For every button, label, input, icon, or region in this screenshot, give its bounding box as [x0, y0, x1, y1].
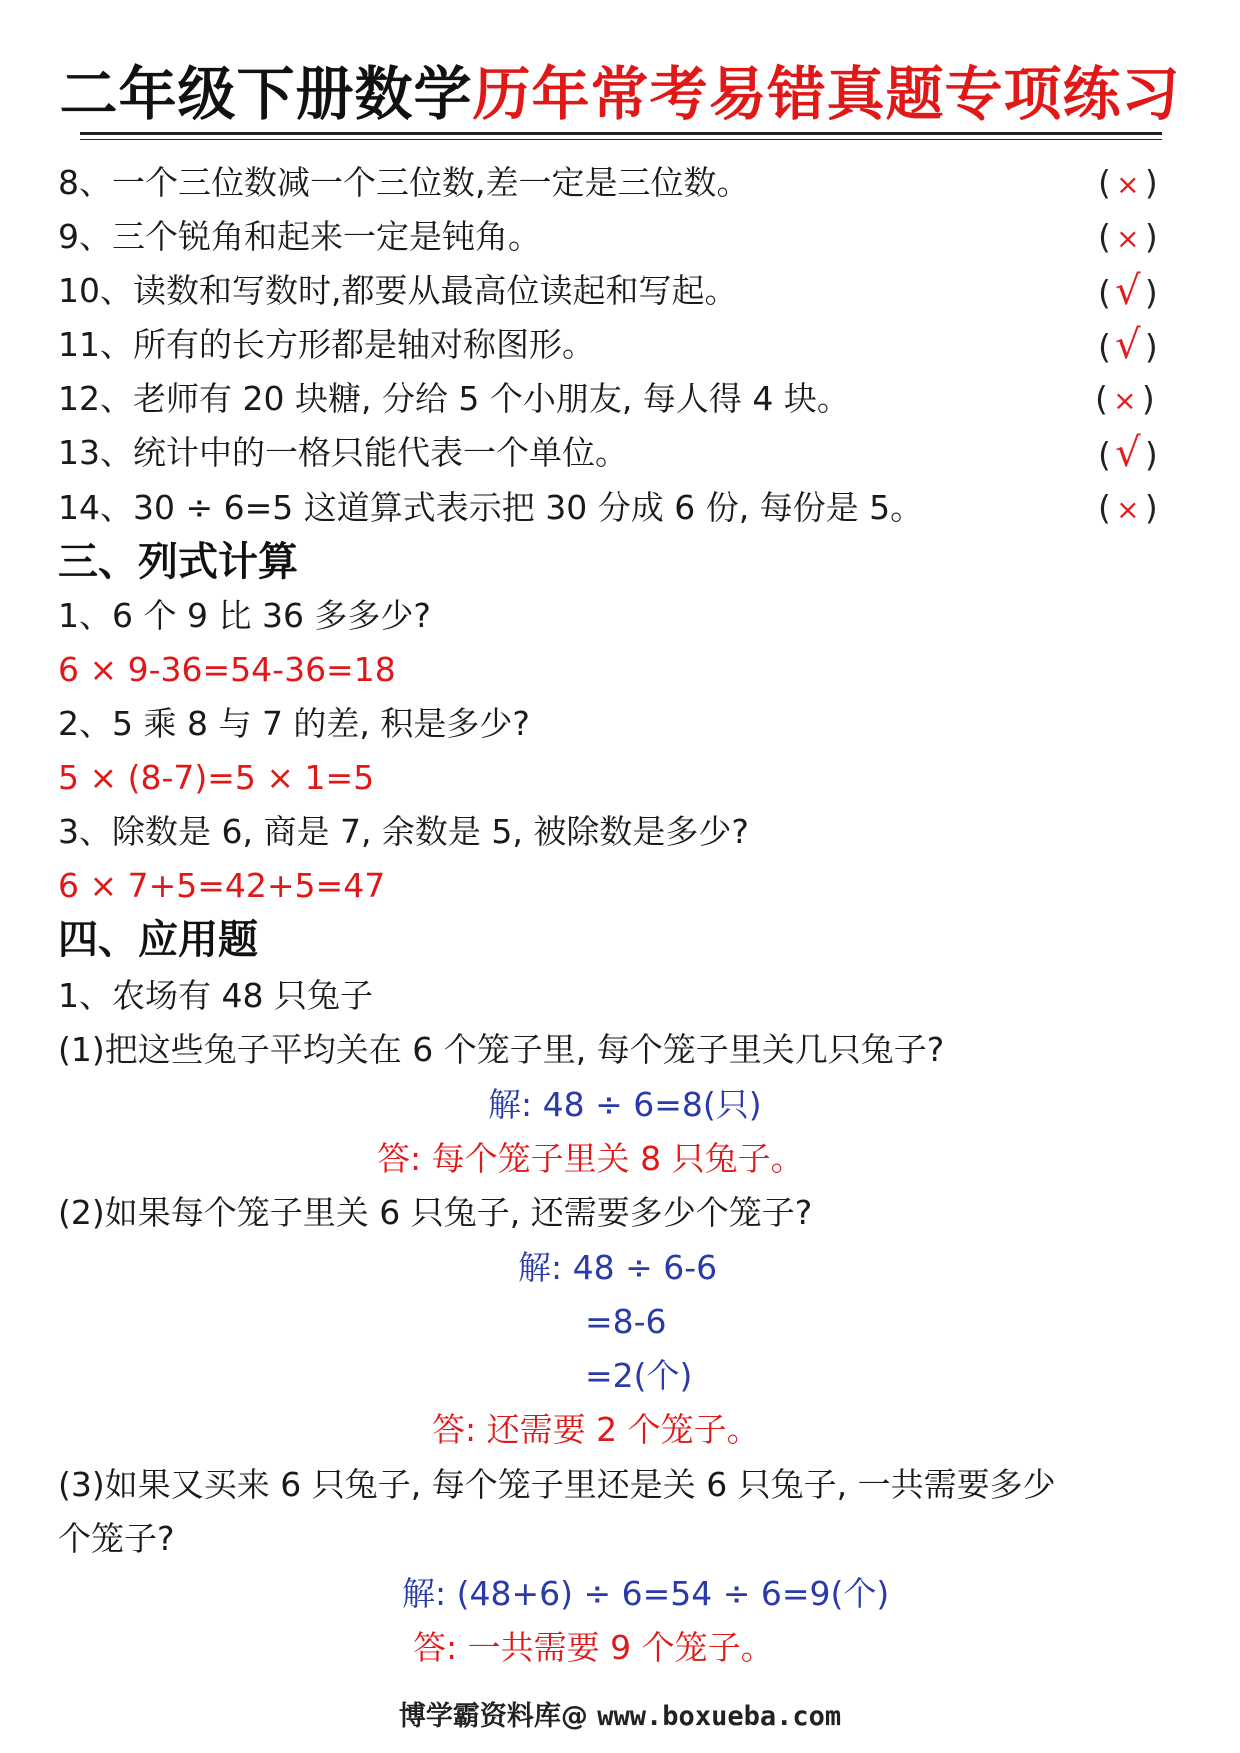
judgment-answer-box: ( √ ): [1098, 268, 1158, 314]
section-heading-calculation: 三、列式计算: [58, 538, 298, 585]
calc-question: 2、5 乘 8 与 7 的差, 积是多少?: [58, 704, 530, 743]
title-black: 二年级下册数学: [59, 60, 473, 128]
calc-question: 3、除数是 6, 商是 7, 余数是 5, 被除数是多少?: [58, 812, 749, 851]
sub-question-3-line-1: (3)如果又买来 6 只兔子, 每个笼子里还是关 6 只兔子, 一共需要多少: [58, 1465, 1056, 1504]
check-mark: √: [1115, 268, 1141, 314]
footer-watermark: [0, 1700, 1240, 1734]
cross-mark: ×: [1116, 493, 1140, 526]
calc-answer: 6 × 9-36=54-36=18: [58, 650, 396, 689]
cross-mark: ×: [1116, 168, 1140, 201]
solution-1: 解: 48 ÷ 6=8(只): [488, 1085, 762, 1124]
answer-1: 答: 每个笼子里关 8 只兔子。: [377, 1139, 804, 1178]
judgment-question: 9、三个锐角和起来一定是钝角。: [58, 217, 541, 256]
judgment-question: 11、所有的长方形都是轴对称图形。: [58, 325, 595, 364]
answer-2: 答: 还需要 2 个笼子。: [432, 1410, 760, 1449]
sub-question-2: (2)如果每个笼子里关 6 只兔子, 还需要多少个笼子?: [58, 1193, 813, 1232]
footer-site: 博学霸资料库@: [398, 1701, 588, 1732]
judgment-answer-box: ( √ ): [1098, 322, 1158, 368]
judgment-answer-box: ( × ): [1098, 217, 1158, 259]
sub-question-1: (1)把这些兔子平均关在 6 个笼子里, 每个笼子里关几只兔子?: [58, 1030, 945, 1069]
judgment-question: 10、读数和写数时,都要从最高位读起和写起。: [58, 271, 738, 310]
cross-mark: ×: [1116, 222, 1140, 255]
judgment-question: 14、30 ÷ 6=5 这道算式表示把 30 分成 6 份, 每份是 5。: [58, 488, 924, 527]
answer-3: 答: 一共需要 9 个笼子。: [413, 1628, 774, 1667]
judgment-question: 8、一个三位数减一个三位数,差一定是三位数。: [58, 163, 750, 202]
judgment-question: 12、老师有 20 块糖, 分给 5 个小朋友, 每人得 4 块。: [58, 379, 850, 418]
judgment-answer-box: ( × ): [1098, 163, 1158, 205]
judgment-answer-box: ( √ ): [1098, 430, 1158, 476]
cross-mark: ×: [1113, 384, 1137, 417]
solution-2-step-3: =2(个): [585, 1356, 693, 1395]
calc-question: 1、6 个 9 比 36 多多少?: [58, 596, 431, 635]
word-problem-stem: 1、农场有 48 只兔子: [58, 976, 373, 1015]
judgment-question: 13、统计中的一格只能代表一个单位。: [58, 433, 628, 472]
judgment-answer-box: ( × ): [1098, 488, 1158, 530]
calc-answer: 6 × 7+5=42+5=47: [58, 866, 386, 905]
footer-url: www.boxueba.com: [597, 1701, 842, 1732]
solution-2-step-2: =8-6: [585, 1302, 667, 1341]
check-mark: √: [1115, 322, 1141, 368]
section-heading-word-problems: 四、应用题: [58, 916, 258, 963]
judgment-answer-box: ( × ): [1095, 379, 1155, 421]
sub-question-3-line-2: 个笼子?: [58, 1519, 175, 1558]
check-mark: √: [1115, 430, 1141, 476]
calc-answer: 5 × (8-7)=5 × 1=5: [58, 758, 375, 797]
title-red: 历年常考易错真题专项练习: [472, 60, 1181, 128]
solution-3: 解: (48+6) ÷ 6=54 ÷ 6=9(个): [402, 1574, 890, 1613]
page-title: [0, 58, 1240, 130]
title-rule-thin: [80, 139, 1162, 140]
title-rule-thick: [80, 132, 1162, 135]
solution-2-step-1: 解: 48 ÷ 6-6: [518, 1248, 718, 1287]
